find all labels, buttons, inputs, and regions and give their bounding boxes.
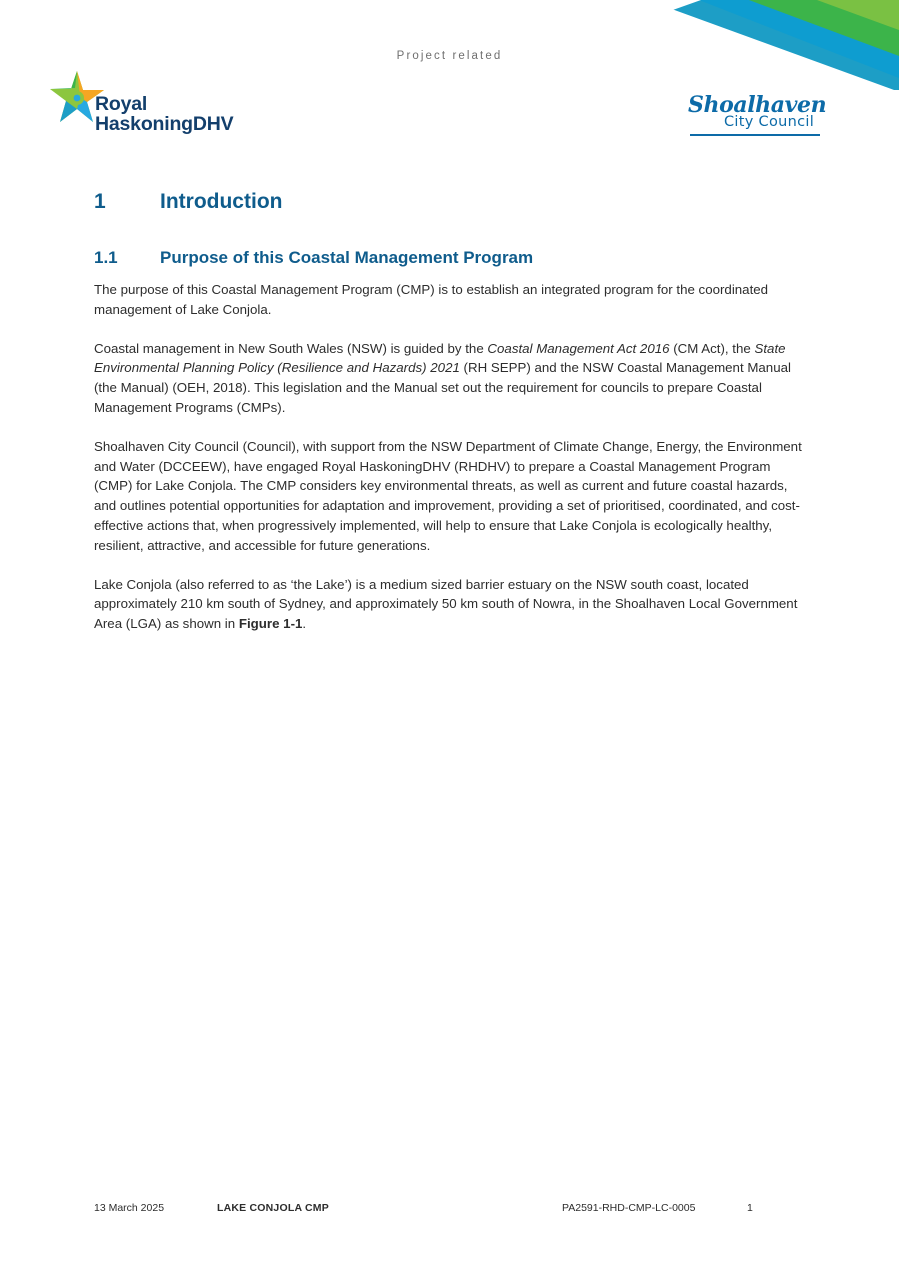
paragraph-2-part-3: (RH SEPP) and the NSW Coastal Management Manual (the Manual) (OEH, 2018). This legislation and the Manual set out the requirement for councils to prepare Coastal Management Programs (CMPs). bbox=[94, 360, 791, 415]
shoalhaven-city-council-logo bbox=[688, 92, 828, 140]
rhdhv-line-1: Royal bbox=[95, 93, 148, 115]
paragraph-2-part-1: Coastal management in New South Wales (NSW) is guided by the bbox=[94, 340, 488, 356]
paragraph-4 bbox=[94, 575, 807, 634]
paragraph-2-part-2: (CM Act), the bbox=[669, 340, 755, 356]
paragraph-2-italic-2: State Environmental Planning Policy (Resilience and Hazards) 2021 bbox=[94, 340, 786, 376]
page-header-label: Project related bbox=[396, 50, 503, 62]
shoalhaven-underline bbox=[690, 134, 820, 136]
shoalhaven-name: Shoalhaven bbox=[688, 92, 827, 118]
paragraph-3: Shoalhaven City Council (Council), with support from the NSW Department of Climate Change, Energy, the Environment and Water (DCCEEW), have engaged Royal HaskoningDHV (RHDHV) to prepare a Coastal Management Program (CMP) for Lake Conjola. The CMP considers key environmental threats, as well as current and future coastal hazards, and outlines potential opportunities for adaptation and improvement, providing a set of prioritised, coordinated, and cost-effective actions that, when progressively implemented, will help to ensure that Lake Conjola is ecologically healthy, resilient, attractive, and accessible for future generations. bbox=[94, 438, 802, 553]
subsection-number: 1.1 bbox=[94, 248, 118, 267]
paragraph-2 bbox=[94, 339, 807, 418]
figure-reference: Figure 1-1 bbox=[238, 616, 303, 632]
footer-document-title: LAKE CONJOLA CMP bbox=[217, 1202, 329, 1214]
footer-page-number: 1 bbox=[747, 1202, 753, 1214]
paragraph-2-italic-1: Coastal Management Act 2016 bbox=[487, 340, 670, 356]
section-number: 1 bbox=[94, 190, 106, 213]
footer-date: 13 March 2025 bbox=[94, 1202, 165, 1214]
subsection-title: Purpose of this Coastal Management Program bbox=[160, 248, 534, 267]
royal-haskoningdhv-wordmark bbox=[95, 94, 233, 134]
shoalhaven-subtitle: City Council bbox=[724, 114, 815, 130]
subsection-heading-1-1 bbox=[94, 248, 807, 268]
rhdhv-line-2: HaskoningDHV bbox=[95, 113, 234, 135]
footer-reference: PA2591-RHD-CMP-LC-0005 bbox=[562, 1202, 696, 1214]
corner-decoration-graphic bbox=[639, 0, 899, 90]
section-title: Introduction bbox=[160, 190, 283, 213]
section-heading-1 bbox=[94, 190, 807, 214]
royal-haskoningdhv-logo bbox=[47, 68, 277, 146]
paragraph-4-part-2: . bbox=[302, 616, 307, 632]
paragraph-1: The purpose of this Coastal Management Program (CMP) is to establish an integrated program for the coordinated management of Lake Conjola. bbox=[94, 282, 769, 317]
document-content bbox=[94, 190, 807, 653]
paragraph-4-part-1: Lake Conjola (also referred to as ‘the Lake’) is a medium sized barrier estuary on the NSW south coast, located approximately 210 km south of Sydney, and approximately 50 km south of Nowra, in the Shoalhaven Local Government Area (LGA) as shown in bbox=[94, 576, 798, 632]
